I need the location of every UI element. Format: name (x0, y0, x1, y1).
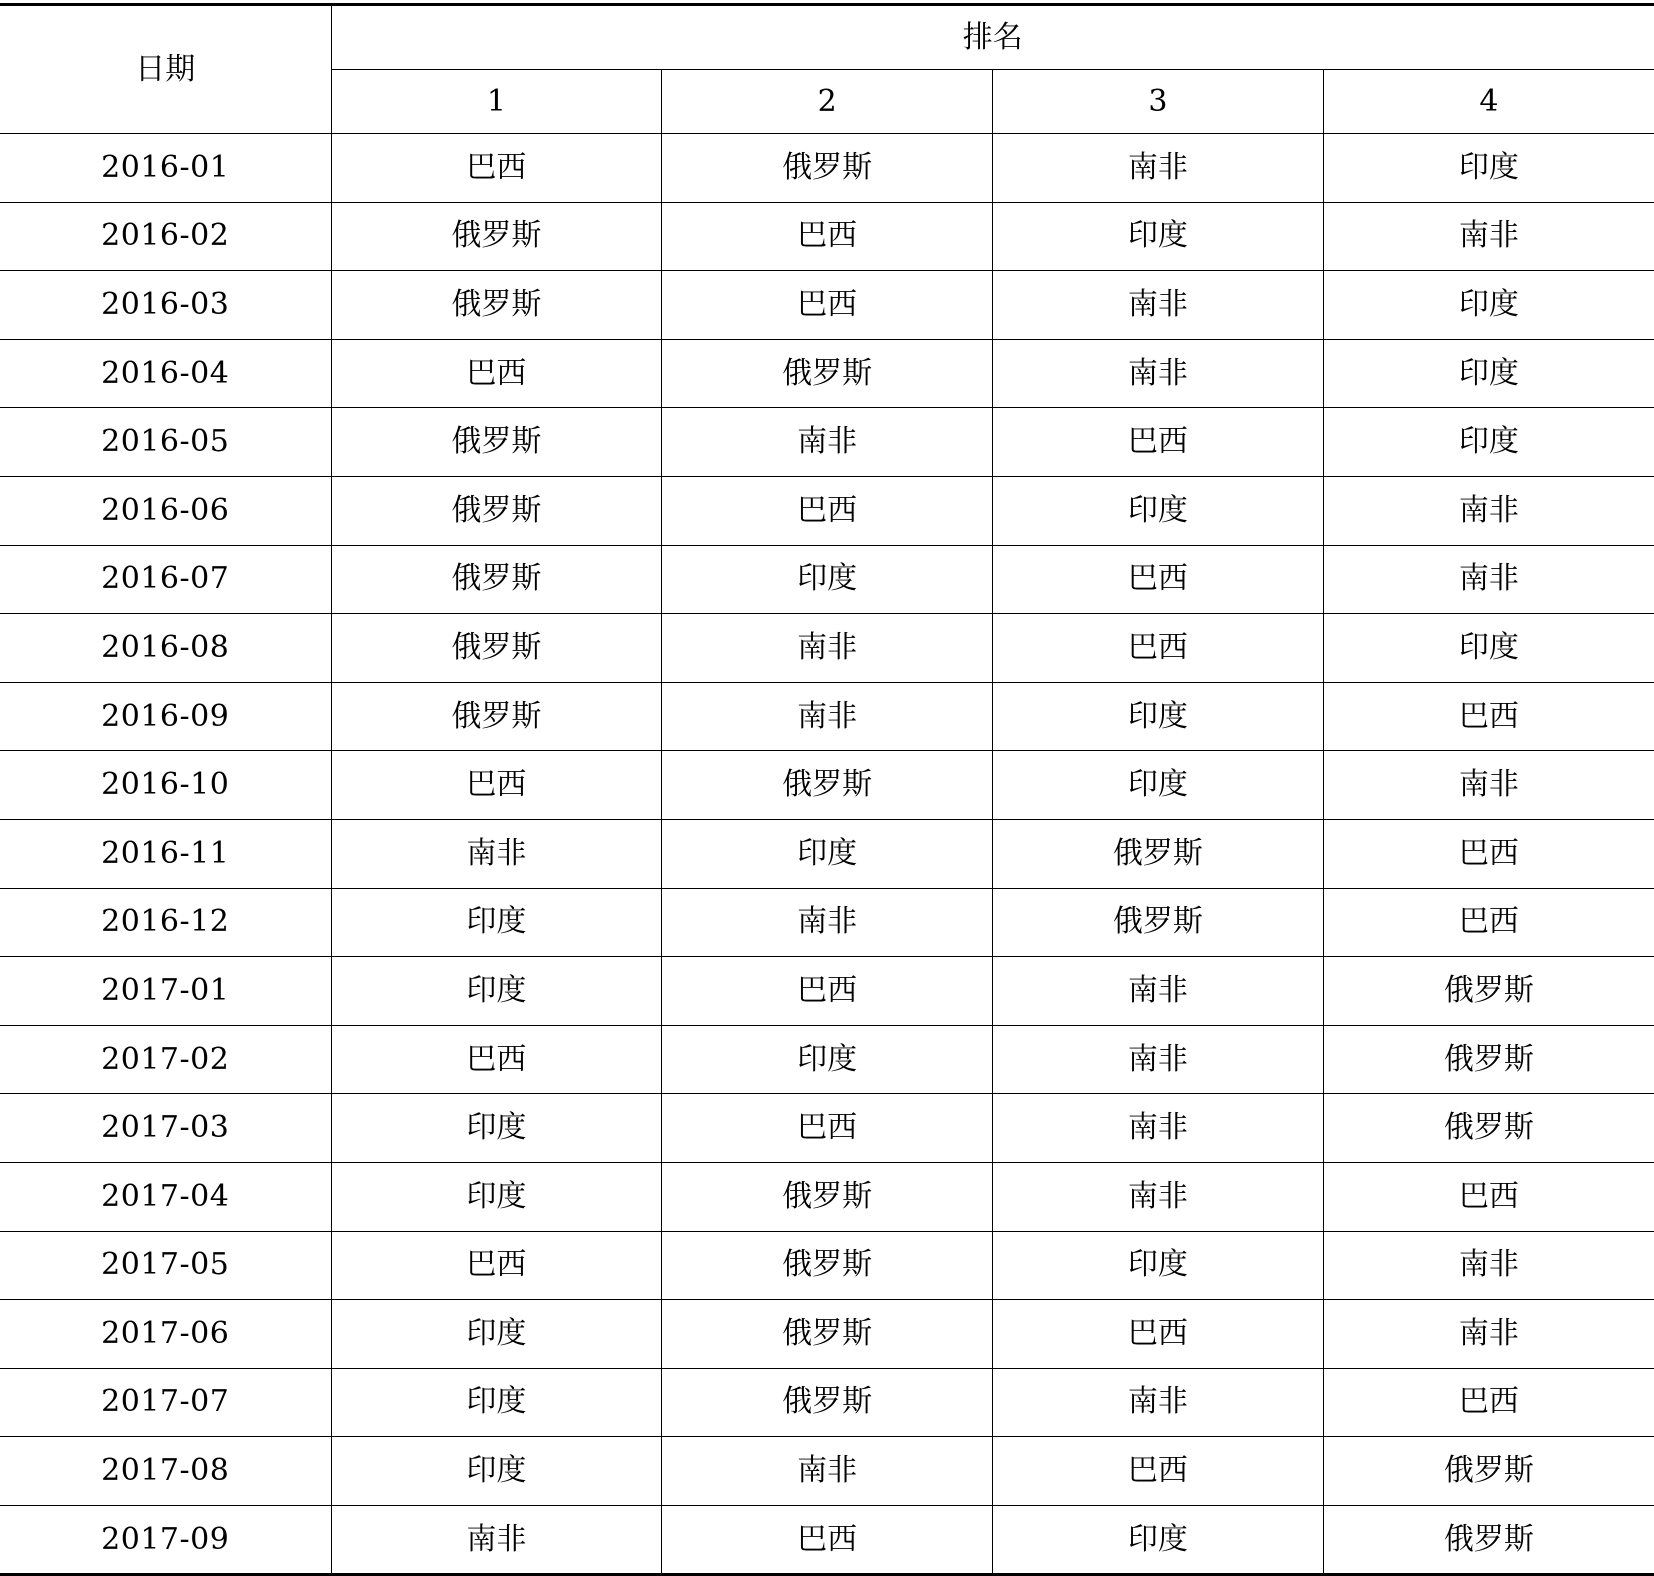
date-column-header: 日期 (0, 5, 331, 134)
table-row (0, 751, 1654, 820)
rank-3-cell: 印度 (993, 476, 1324, 545)
table-row (0, 1437, 1654, 1506)
rank-1-cell: 印度 (331, 1162, 662, 1231)
rank-3-cell: 南非 (993, 1094, 1324, 1163)
rank-1-cell: 印度 (331, 1300, 662, 1369)
table-row (0, 1162, 1654, 1231)
date-cell: 2017-06 (0, 1300, 331, 1369)
table-row (0, 819, 1654, 888)
rank-2-cell: 印度 (662, 1025, 993, 1094)
date-cell: 2017-01 (0, 957, 331, 1026)
date-cell: 2017-03 (0, 1094, 331, 1163)
rank-1-cell: 印度 (331, 1368, 662, 1437)
table-row (0, 134, 1654, 203)
rank-1-cell: 南非 (331, 1505, 662, 1575)
rank-1-cell: 俄罗斯 (331, 271, 662, 340)
date-cell: 2017-08 (0, 1437, 331, 1506)
rank-4-cell: 南非 (1323, 476, 1654, 545)
date-cell: 2016-02 (0, 202, 331, 271)
rank-1-cell: 俄罗斯 (331, 202, 662, 271)
rank-2-cell: 俄罗斯 (662, 1300, 993, 1369)
rank-1-cell: 巴西 (331, 751, 662, 820)
table-row (0, 1505, 1654, 1575)
rank-column-header-2: 2 (662, 70, 993, 134)
rank-4-cell: 巴西 (1323, 682, 1654, 751)
header-row-1 (0, 5, 1654, 70)
rank-3-cell: 南非 (993, 271, 1324, 340)
rank-1-cell: 俄罗斯 (331, 614, 662, 683)
rank-2-cell: 俄罗斯 (662, 134, 993, 203)
rank-3-cell: 南非 (993, 957, 1324, 1026)
date-cell: 2017-07 (0, 1368, 331, 1437)
rank-3-cell: 印度 (993, 1505, 1324, 1575)
date-cell: 2016-07 (0, 545, 331, 614)
rank-4-cell: 俄罗斯 (1323, 1505, 1654, 1575)
rank-1-cell: 俄罗斯 (331, 476, 662, 545)
date-cell: 2017-04 (0, 1162, 331, 1231)
rank-4-cell: 俄罗斯 (1323, 957, 1654, 1026)
rank-1-cell: 印度 (331, 957, 662, 1026)
rank-4-cell: 巴西 (1323, 1162, 1654, 1231)
table-row (0, 545, 1654, 614)
rank-2-cell: 巴西 (662, 476, 993, 545)
rank-3-cell: 印度 (993, 682, 1324, 751)
table-row (0, 408, 1654, 477)
table-row (0, 1300, 1654, 1369)
rank-2-cell: 俄罗斯 (662, 751, 993, 820)
rank-4-cell: 巴西 (1323, 1368, 1654, 1437)
date-cell: 2016-06 (0, 476, 331, 545)
rank-3-cell: 巴西 (993, 614, 1324, 683)
table-row (0, 1094, 1654, 1163)
rank-4-cell: 南非 (1323, 545, 1654, 614)
rank-3-cell: 印度 (993, 1231, 1324, 1300)
table-row (0, 614, 1654, 683)
rank-column-header-4: 4 (1323, 70, 1654, 134)
table-row (0, 682, 1654, 751)
rank-4-cell: 俄罗斯 (1323, 1437, 1654, 1506)
table-row (0, 1231, 1654, 1300)
date-cell: 2016-09 (0, 682, 331, 751)
ranking-table (0, 3, 1654, 1576)
rank-2-cell: 南非 (662, 614, 993, 683)
rank-2-cell: 巴西 (662, 202, 993, 271)
rank-4-cell: 巴西 (1323, 888, 1654, 957)
rank-4-cell: 南非 (1323, 1231, 1654, 1300)
rank-1-cell: 巴西 (331, 1231, 662, 1300)
rank-1-cell: 巴西 (331, 1025, 662, 1094)
date-cell: 2017-09 (0, 1505, 331, 1575)
rank-2-cell: 巴西 (662, 1505, 993, 1575)
rank-2-cell: 南非 (662, 1437, 993, 1506)
table-row (0, 202, 1654, 271)
rank-column-header-3: 3 (993, 70, 1324, 134)
rank-3-cell: 巴西 (993, 1437, 1324, 1506)
rank-4-cell: 俄罗斯 (1323, 1094, 1654, 1163)
rank-4-cell: 印度 (1323, 339, 1654, 408)
rank-1-cell: 南非 (331, 819, 662, 888)
date-cell: 2016-05 (0, 408, 331, 477)
rank-2-cell: 俄罗斯 (662, 339, 993, 408)
rank-3-cell: 南非 (993, 134, 1324, 203)
rank-3-cell: 巴西 (993, 408, 1324, 477)
rank-3-cell: 南非 (993, 1025, 1324, 1094)
rank-column-header-1: 1 (331, 70, 662, 134)
rank-4-cell: 巴西 (1323, 819, 1654, 888)
date-cell: 2017-02 (0, 1025, 331, 1094)
rank-3-cell: 巴西 (993, 1300, 1324, 1369)
table-row (0, 1025, 1654, 1094)
rank-2-cell: 印度 (662, 545, 993, 614)
table-row (0, 476, 1654, 545)
rank-4-cell: 印度 (1323, 271, 1654, 340)
rank-4-cell: 俄罗斯 (1323, 1025, 1654, 1094)
rank-2-cell: 南非 (662, 888, 993, 957)
date-cell: 2016-01 (0, 134, 331, 203)
rank-1-cell: 俄罗斯 (331, 545, 662, 614)
rank-1-cell: 巴西 (331, 339, 662, 408)
date-cell: 2016-11 (0, 819, 331, 888)
rank-3-cell: 印度 (993, 751, 1324, 820)
rank-3-cell: 南非 (993, 339, 1324, 408)
rank-2-cell: 俄罗斯 (662, 1368, 993, 1437)
rank-1-cell: 印度 (331, 1437, 662, 1506)
date-cell: 2016-03 (0, 271, 331, 340)
rank-3-cell: 南非 (993, 1162, 1324, 1231)
rank-3-cell: 印度 (993, 202, 1324, 271)
table-row (0, 339, 1654, 408)
rank-3-cell: 南非 (993, 1368, 1324, 1437)
table-row (0, 1368, 1654, 1437)
rank-3-cell: 俄罗斯 (993, 819, 1324, 888)
rank-4-cell: 印度 (1323, 408, 1654, 477)
date-cell: 2016-04 (0, 339, 331, 408)
rank-3-cell: 俄罗斯 (993, 888, 1324, 957)
rank-2-cell: 南非 (662, 408, 993, 477)
rank-2-cell: 巴西 (662, 271, 993, 340)
rank-1-cell: 俄罗斯 (331, 408, 662, 477)
table-row (0, 957, 1654, 1026)
rank-group-header: 排名 (331, 5, 1654, 70)
rank-4-cell: 南非 (1323, 1300, 1654, 1369)
rank-2-cell: 巴西 (662, 1094, 993, 1163)
rank-2-cell: 南非 (662, 682, 993, 751)
rank-3-cell: 巴西 (993, 545, 1324, 614)
rank-4-cell: 印度 (1323, 614, 1654, 683)
date-cell: 2016-10 (0, 751, 331, 820)
rank-1-cell: 印度 (331, 1094, 662, 1163)
table-row (0, 888, 1654, 957)
rank-2-cell: 巴西 (662, 957, 993, 1026)
table-row (0, 271, 1654, 340)
rank-4-cell: 南非 (1323, 751, 1654, 820)
rank-1-cell: 巴西 (331, 134, 662, 203)
table-body (0, 134, 1654, 1575)
rank-1-cell: 印度 (331, 888, 662, 957)
date-cell: 2016-12 (0, 888, 331, 957)
rank-2-cell: 印度 (662, 819, 993, 888)
rank-1-cell: 俄罗斯 (331, 682, 662, 751)
date-cell: 2017-05 (0, 1231, 331, 1300)
date-cell: 2016-08 (0, 614, 331, 683)
table-header (0, 5, 1654, 134)
rank-4-cell: 印度 (1323, 134, 1654, 203)
rank-2-cell: 俄罗斯 (662, 1231, 993, 1300)
rank-2-cell: 俄罗斯 (662, 1162, 993, 1231)
rank-4-cell: 南非 (1323, 202, 1654, 271)
